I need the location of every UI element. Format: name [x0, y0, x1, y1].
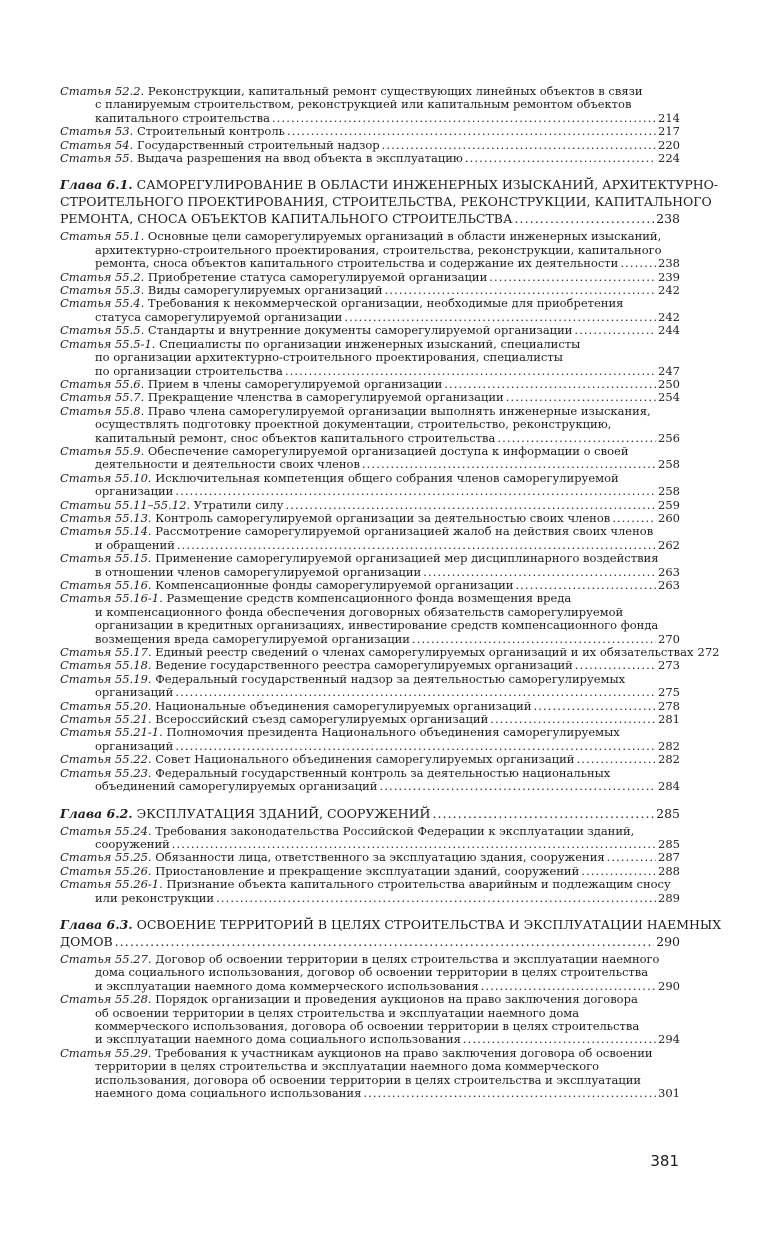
toc-line: [60, 139, 680, 152]
toc-entry-text: сооружений: [95, 836, 170, 851]
toc-line: [60, 458, 680, 471]
toc-article: [60, 445, 680, 472]
toc-article: [60, 753, 680, 766]
toc-line: [60, 780, 680, 793]
dot-leader: [432, 805, 654, 822]
toc-line: [60, 980, 680, 993]
toc-page-number: 278: [658, 698, 680, 713]
toc-article: [60, 525, 680, 552]
toc-line: [60, 512, 680, 525]
toc-entry-text: ОСВОЕНИЕ ТЕРРИТОРИЙ В ЦЕЛЯХ СТРОИТЕЛЬСТВА И ЭКСПЛУАТАЦИИ НАЕМНЫХ: [136, 916, 722, 932]
toc-line: [60, 713, 680, 726]
toc-article: [60, 139, 680, 152]
toc-article: [60, 552, 680, 579]
toc-entry-text: ЭКСПЛУАТАЦИЯ ЗДАНИЙ, СООРУЖЕНИЙ: [136, 805, 431, 821]
dot-leader: [285, 499, 656, 512]
toc-article: [60, 673, 680, 700]
toc-entry-text: деятельности и деятельности своих членов: [95, 457, 360, 472]
toc-entry-text: по организации строительства: [95, 363, 283, 378]
toc-line: [60, 633, 680, 646]
toc-entry-text: дома социального использования, договор об освоении территории в целях строительства: [95, 965, 649, 980]
toc-article: [60, 579, 680, 592]
dot-leader: [444, 378, 656, 391]
dot-leader: [285, 365, 656, 378]
toc-article: [60, 271, 680, 284]
toc-entry-text: или реконструкции: [95, 890, 215, 905]
toc-entry-number: Статья 55.21-1.: [60, 725, 163, 740]
dot-leader: [514, 210, 654, 227]
toc-line: [60, 726, 680, 739]
dot-leader: [172, 838, 656, 851]
toc-line: [60, 966, 680, 979]
toc-line: [60, 579, 680, 592]
toc-entry-text: возмещения вреда саморегулируемой организации: [95, 631, 410, 646]
toc-entry-text: РЕМОНТА, СНОСА ОБЪЕКТОВ КАПИТАЛЬНОГО СТРОИТЕЛЬСТВА: [60, 211, 513, 227]
toc-line: [60, 271, 680, 284]
toc-line: [60, 539, 680, 552]
toc-entry-text: статуса саморегулируемой организации: [95, 309, 343, 324]
toc-page-number: 260: [658, 510, 680, 525]
toc-article: [60, 499, 680, 512]
dot-leader: [506, 391, 656, 404]
toc-entry-number: Статья 55.13.: [60, 510, 152, 525]
toc-page-number: 238: [656, 211, 680, 227]
toc-entry-text: территории в целях строительства и эксплуатации наемного дома коммерческого: [95, 1059, 600, 1074]
toc-page-number: 263: [658, 564, 680, 579]
toc-entry-number: Статья 55.15.: [60, 551, 152, 566]
page-number: 381: [650, 1152, 679, 1170]
toc-line: [60, 244, 680, 257]
toc-entry-text: по организации архитектурно-строительного проектирования, специалисты: [95, 350, 563, 365]
toc-line: [60, 297, 680, 310]
toc-page-number: 258: [658, 484, 680, 499]
toc-line: [60, 1060, 680, 1073]
toc-chapter: [60, 916, 722, 950]
toc-page-number: 270: [658, 631, 680, 646]
toc-entry-text: организаций: [95, 738, 174, 753]
toc-entry-number: Статья 55.18.: [60, 658, 152, 673]
toc-line: [60, 767, 680, 780]
toc-entry-text: капитального строительства: [95, 110, 270, 125]
toc-article: [60, 1047, 680, 1101]
toc-line: [60, 916, 722, 933]
toc-article: [60, 378, 680, 391]
toc-entry-number: Статья 55.4.: [60, 296, 145, 311]
toc-page-number: 281: [658, 712, 680, 727]
toc-line: [60, 351, 680, 364]
toc-entry-text: Компенсационные фонды саморегулируемой организации: [155, 578, 514, 592]
toc-entry-number: Статья 55.10.: [60, 470, 152, 485]
dot-leader: [177, 539, 656, 552]
toc-entry-text: наемного дома социального использования: [95, 1086, 362, 1100]
toc-article: [60, 472, 680, 499]
toc-entry-text: Применение саморегулируемой организацией мер дисциплинарного воздействия: [155, 551, 659, 566]
toc-article: [60, 659, 680, 672]
toc-page-number: 275: [658, 685, 680, 700]
toc-entry-number: Глава 6.3.: [60, 916, 133, 932]
toc-entry-number: Статья 55.19.: [60, 671, 152, 686]
toc-entry-text: СТРОИТЕЛЬНОГО ПРОЕКТИРОВАНИЯ, СТРОИТЕЛЬСТВА, РЕКОНСТРУКЦИИ, КАПИТАЛЬНОГО: [60, 194, 712, 210]
toc-page-number: 289: [658, 890, 680, 905]
toc-entry-text: Единый реестр сведений о членах саморегулируемых организаций и их обязательствах: [155, 645, 694, 660]
toc-entry-text: Обеспечение саморегулируемой организацией доступа к информации о своей: [147, 443, 629, 458]
toc-entry-text: использования, договора об освоении территории в целях строительства и эксплуатации: [95, 1072, 642, 1087]
toc-article: [60, 405, 680, 445]
toc-entry-text: и эксплуатации наемного дома социального использования: [95, 1032, 461, 1047]
toc-entry-number: Статья 55.16-1.: [60, 591, 163, 606]
toc-line: [60, 619, 680, 632]
dot-leader: [175, 686, 656, 699]
toc-entry-text: Полномочия президента Национального объединения саморегулируемых: [166, 725, 620, 740]
toc-page-number: 247: [658, 363, 680, 378]
toc-page-number: 242: [658, 309, 680, 324]
toc-entry-text: Всероссийский съезд саморегулируемых организаций: [155, 712, 489, 727]
toc-entry-number: Статья 55.17.: [60, 645, 152, 660]
toc-article: [60, 125, 680, 138]
dot-leader: [272, 112, 656, 125]
toc-page-number: 254: [658, 390, 680, 405]
toc-article: [60, 338, 680, 378]
toc-line: [60, 673, 680, 686]
toc-line: [60, 1007, 680, 1020]
toc-entry-number: Статья 55.3.: [60, 283, 145, 298]
toc-line: [60, 606, 680, 619]
toc-entry-text: с планируемым строительством, реконструкцией или капитальным ремонтом объектов: [95, 97, 632, 112]
toc-entry-number: Статья 55.16.: [60, 578, 152, 592]
toc-entry-number: Статья 55.23.: [60, 765, 152, 780]
toc-line: [60, 1074, 680, 1087]
dot-leader: [497, 432, 656, 445]
toc-line: [60, 552, 680, 565]
toc-article: [60, 284, 680, 297]
toc-entry-text: Прием в члены саморегулируемой организации: [147, 376, 443, 391]
toc-line: [60, 1047, 680, 1060]
toc-entry-text: Основные цели саморегулируемых организаций в области инженерных изысканий,: [147, 229, 662, 244]
dot-leader: [382, 139, 656, 152]
toc-entry-text: Реконструкции, капитальный ремонт существующих линейных объектов в связи: [147, 84, 643, 98]
toc-line: [60, 85, 680, 98]
dot-leader: [216, 892, 656, 905]
toc-entry-text: коммерческого использования, договора об освоении территории в целях строительства: [95, 1018, 640, 1033]
toc-entry-text: архитектурно-строительного проектирования, строительства, реконструкции, капитального: [95, 242, 662, 257]
toc-entry-text: и компенсационного фонда обеспечения договорных обязательств саморегулируемой: [95, 604, 624, 619]
dot-leader: [412, 633, 656, 646]
toc-article: [60, 700, 680, 713]
toc-chapter: [60, 176, 719, 227]
toc-line: [60, 405, 680, 418]
dot-leader: [574, 324, 656, 337]
toc-entry-number: Глава 6.1.: [60, 177, 133, 193]
toc-entry-text: осуществлять подготовку проектной документации, строительство, реконструкцию,: [95, 417, 612, 432]
toc-line: [60, 432, 680, 445]
toc-entry-number: Статьи 55.11–55.12.: [60, 497, 191, 512]
toc-page-number: 284: [658, 779, 680, 794]
toc-article: [60, 592, 680, 646]
toc-line: [60, 378, 680, 391]
toc-article: [60, 767, 680, 794]
toc-article: [60, 993, 680, 1047]
toc-entry-text: организации: [95, 484, 174, 499]
toc-page-number: 288: [658, 863, 680, 878]
dot-leader: [575, 659, 656, 672]
toc-article: [60, 512, 680, 525]
toc-line: [60, 659, 680, 672]
dot-leader: [620, 257, 656, 270]
toc-page-number: 214: [658, 110, 680, 125]
toc-line: [60, 112, 680, 125]
dot-leader: [385, 284, 657, 297]
toc-entry-number: Статья 55.26-1.: [60, 877, 163, 892]
toc-entry-text: Выдача разрешения на ввод объекта в эксплуатацию: [136, 151, 463, 166]
toc-page-number: 290: [658, 978, 680, 993]
toc-line: [60, 499, 680, 512]
toc-article: [60, 878, 680, 905]
toc-line: [60, 805, 680, 822]
toc-line: [60, 1020, 680, 1033]
toc-line: [60, 686, 680, 699]
toc-page-number: 285: [658, 836, 680, 851]
toc-page-number: 290: [656, 933, 680, 949]
toc-line: [60, 284, 680, 297]
toc-page-number: 244: [658, 323, 680, 338]
toc-article: [60, 713, 680, 726]
toc-line: [60, 865, 680, 878]
toc-page-number: 294: [658, 1032, 680, 1047]
toc-entry-number: Статья 55.14.: [60, 524, 152, 539]
toc-entry-number: Статья 54.: [60, 137, 134, 152]
toc-page-number: 272: [697, 645, 720, 660]
toc-line: [60, 98, 680, 111]
toc-page-number: 262: [658, 537, 680, 552]
toc-line: [60, 338, 680, 351]
toc-page-number: 282: [658, 752, 680, 767]
dot-leader: [534, 700, 657, 713]
toc-entry-number: Статья 55.22.: [60, 752, 152, 767]
toc-line: [60, 445, 680, 458]
toc-article: [60, 152, 680, 165]
toc-line: [60, 566, 680, 579]
toc-entry-number: Статья 55.25.: [60, 850, 152, 865]
toc-line: [60, 1087, 680, 1100]
toc-page-number: 301: [658, 1086, 680, 1100]
toc-line: [60, 125, 680, 138]
toc-entry-number: Статья 55.2.: [60, 269, 145, 284]
toc-entry-number: Статья 55.9.: [60, 443, 145, 458]
toc-entry-number: Статья 53.: [60, 124, 134, 139]
dot-leader: [612, 512, 656, 525]
toc-entry-text: Договор об освоении территории в целях строительства и эксплуатации наемного: [155, 951, 660, 966]
toc-line: [60, 892, 680, 905]
toc-entry-number: Статья 55.20.: [60, 698, 152, 713]
dot-leader: [576, 753, 656, 766]
toc-entry-text: Порядок организации и проведения аукционов на право заключения договора: [155, 992, 638, 1007]
toc-entry-text: Рассмотрение саморегулируемой организацией жалоб на действия своих членов: [155, 524, 654, 539]
toc-line: [60, 933, 680, 950]
toc-line: [60, 193, 712, 210]
toc-page-number: 256: [658, 430, 680, 445]
toc-line: [60, 210, 680, 227]
toc-entry-text: объединений саморегулируемых организаций: [95, 779, 378, 794]
toc-entry-text: Право члена саморегулируемой организации выполнять инженерные изыскания,: [147, 403, 651, 418]
toc-entry-text: Приостановление и прекращение эксплуатации зданий, сооружений: [155, 863, 580, 878]
toc-line: [60, 993, 680, 1006]
dot-leader: [463, 1033, 656, 1046]
toc-page-number: 224: [658, 151, 680, 166]
toc-entry-text: Виды саморегулируемых организаций: [147, 283, 383, 298]
toc-line: [60, 472, 680, 485]
toc-entry-text: об освоении территории в целях строительства и эксплуатации наемного дома: [95, 1005, 580, 1020]
toc-entry-text: Требования к некоммерческой организации, необходимые для приобретения: [147, 296, 624, 311]
toc-entry-number: Статья 55.5.: [60, 323, 145, 338]
toc-line: [60, 485, 680, 498]
dot-leader: [489, 271, 656, 284]
toc-entry-text: капитальный ремонт, снос объектов капитального строительства: [95, 430, 496, 445]
toc-entry-number: Статья 55.28.: [60, 992, 152, 1007]
toc-entry-number: Статья 55.26.: [60, 863, 152, 878]
toc-line: [60, 230, 680, 243]
toc-article: [60, 865, 680, 878]
toc-article: [60, 297, 680, 324]
toc-entry-number: Статья 55.27.: [60, 951, 152, 966]
toc-line: [60, 525, 680, 538]
toc-page-number: 220: [658, 137, 680, 152]
toc-line: [60, 365, 680, 378]
toc-entry-text: Стандарты и внутренние документы саморегулируемой организации: [147, 323, 573, 338]
toc-entry-number: Статья 55.29.: [60, 1045, 152, 1060]
table-of-contents: [60, 84, 722, 1100]
toc-article: [60, 324, 680, 337]
toc-entry-number: Статья 55.21.: [60, 712, 152, 727]
toc-line: [60, 851, 680, 864]
toc-entry-number: Статья 55.: [60, 151, 134, 166]
toc-line: [60, 838, 680, 851]
toc-entry-text: и эксплуатации наемного дома коммерческого использования: [95, 978, 479, 993]
dot-leader: [115, 933, 654, 950]
toc-entry-number: Статья 55.1.: [60, 229, 145, 244]
toc-line: [60, 1033, 680, 1046]
toc-line: [60, 700, 680, 713]
dot-leader: [423, 566, 656, 579]
toc-line: [60, 740, 680, 753]
toc-page-number: 259: [658, 497, 680, 512]
toc-entry-text: ремонта, сноса объектов капитального строительства и содержание их деятельности: [95, 256, 619, 271]
toc-entry-number: Статья 55.24.: [60, 823, 152, 838]
toc-entry-text: организации в кредитных организациях, инвестирование средств компенсационного фонда: [95, 618, 659, 633]
toc-entry-number: Статья 55.5-1.: [60, 336, 156, 351]
toc-page-number: 239: [658, 269, 680, 284]
toc-article: [60, 391, 680, 404]
toc-page-number: 285: [656, 805, 680, 821]
toc-entry-text: и обращений: [95, 537, 175, 552]
toc-page-number: 238: [658, 256, 680, 271]
toc-entry-text: САМОРЕГУЛИРОВАНИЕ В ОБЛАСТИ ИНЖЕНЕРНЫХ ИЗЫСКАНИЙ, АРХИТЕКТУРНО-: [136, 177, 719, 193]
toc-entry-text: Обязанности лица, ответственного за эксплуатацию здания, сооружения: [155, 850, 605, 865]
dot-leader: [481, 980, 656, 993]
toc-page-number: 273: [658, 658, 680, 673]
toc-entry-text: Признание объекта капитального строительства аварийным и подлежащим сносу: [166, 877, 671, 892]
toc-page-number: 258: [658, 457, 680, 472]
dot-leader: [344, 311, 656, 324]
toc-page-number: 263: [658, 578, 680, 592]
dot-leader: [362, 458, 656, 471]
toc-article: [60, 953, 680, 993]
dot-leader: [175, 485, 656, 498]
toc-article: [60, 825, 680, 852]
dot-leader: [379, 780, 656, 793]
toc-line: [60, 753, 680, 766]
toc-line: [60, 311, 680, 324]
toc-entry-text: Федеральный государственный надзор за деятельностью саморегулируемых: [155, 671, 626, 686]
toc-line: [60, 152, 680, 165]
dot-leader: [490, 713, 656, 726]
toc-entry-text: Государственный строительный надзор: [136, 137, 380, 152]
toc-entry-text: Прекращение членства в саморегулируемой организации: [147, 390, 504, 405]
toc-article: [60, 851, 680, 864]
dot-leader: [465, 152, 656, 165]
toc-entry-number: Статья 52.2.: [60, 84, 145, 98]
dot-leader: [607, 851, 656, 864]
toc-line: [60, 324, 680, 337]
toc-entry-text: в отношении членов саморегулируемой организации: [95, 564, 422, 579]
toc-entry-text: Национальные объединения саморегулируемых организаций: [155, 698, 532, 713]
toc-entry-text: Ведение государственного реестра саморегулируемых организаций: [155, 658, 573, 673]
toc-entry-text: Федеральный государственный контроль за деятельностью национальных: [155, 765, 611, 780]
toc-entry-text: Требования законодательства Российской Федерации к эксплуатации зданий,: [155, 823, 635, 838]
toc-page-number: 217: [658, 124, 680, 139]
toc-line: [60, 391, 680, 404]
toc-entry-text: Требования к участникам аукционов на право заключения договора об освоении: [155, 1045, 653, 1060]
toc-entry-text: Исключительная компетенция общего собрания членов саморегулируемой: [155, 470, 619, 485]
dot-leader: [287, 125, 656, 138]
toc-line: [60, 257, 680, 270]
toc-line: [60, 645, 720, 660]
toc-entry-text: ДОМОВ: [60, 933, 113, 949]
toc-line: [60, 878, 680, 891]
toc-page-number: 250: [658, 376, 680, 391]
toc-entry-number: Статья 55.7.: [60, 390, 145, 405]
toc-line: [60, 825, 680, 838]
toc-article: [60, 645, 720, 660]
toc-entry-text: организаций: [95, 685, 174, 700]
toc-entry-text: Утратили силу: [193, 497, 284, 512]
toc-entry-number: Статья 55.6.: [60, 376, 145, 391]
toc-chapter: [60, 805, 680, 822]
dot-leader: [363, 1087, 656, 1100]
dot-leader: [581, 865, 656, 878]
toc-entry-text: Приобретение статуса саморегулируемой организации: [147, 269, 488, 284]
toc-entry-text: Специалисты по организации инженерных изысканий, специалисты: [159, 336, 581, 351]
toc-article: [60, 230, 680, 270]
dot-leader: [175, 740, 656, 753]
toc-article: [60, 85, 680, 125]
toc-page-number: 282: [658, 738, 680, 753]
toc-line: [60, 176, 719, 193]
toc-entry-number: Статья 55.8.: [60, 403, 145, 418]
toc-page-number: 242: [658, 283, 680, 298]
toc-line: [60, 953, 680, 966]
toc-page-number: 287: [658, 850, 680, 865]
toc-entry-text: Размещение средств компенсационного фонда возмещения вреда: [166, 591, 572, 606]
toc-line: [60, 418, 680, 431]
toc-entry-text: Строительный контроль: [136, 124, 285, 139]
toc-entry-number: Глава 6.2.: [60, 805, 133, 821]
toc-entry-text: Совет Национального объединения саморегулируемых организаций: [155, 752, 575, 767]
toc-line: [60, 592, 680, 605]
toc-article: [60, 726, 680, 753]
toc-entry-text: Контроль саморегулируемой организации за деятельностью своих членов: [155, 510, 611, 525]
dot-leader: [515, 579, 656, 592]
